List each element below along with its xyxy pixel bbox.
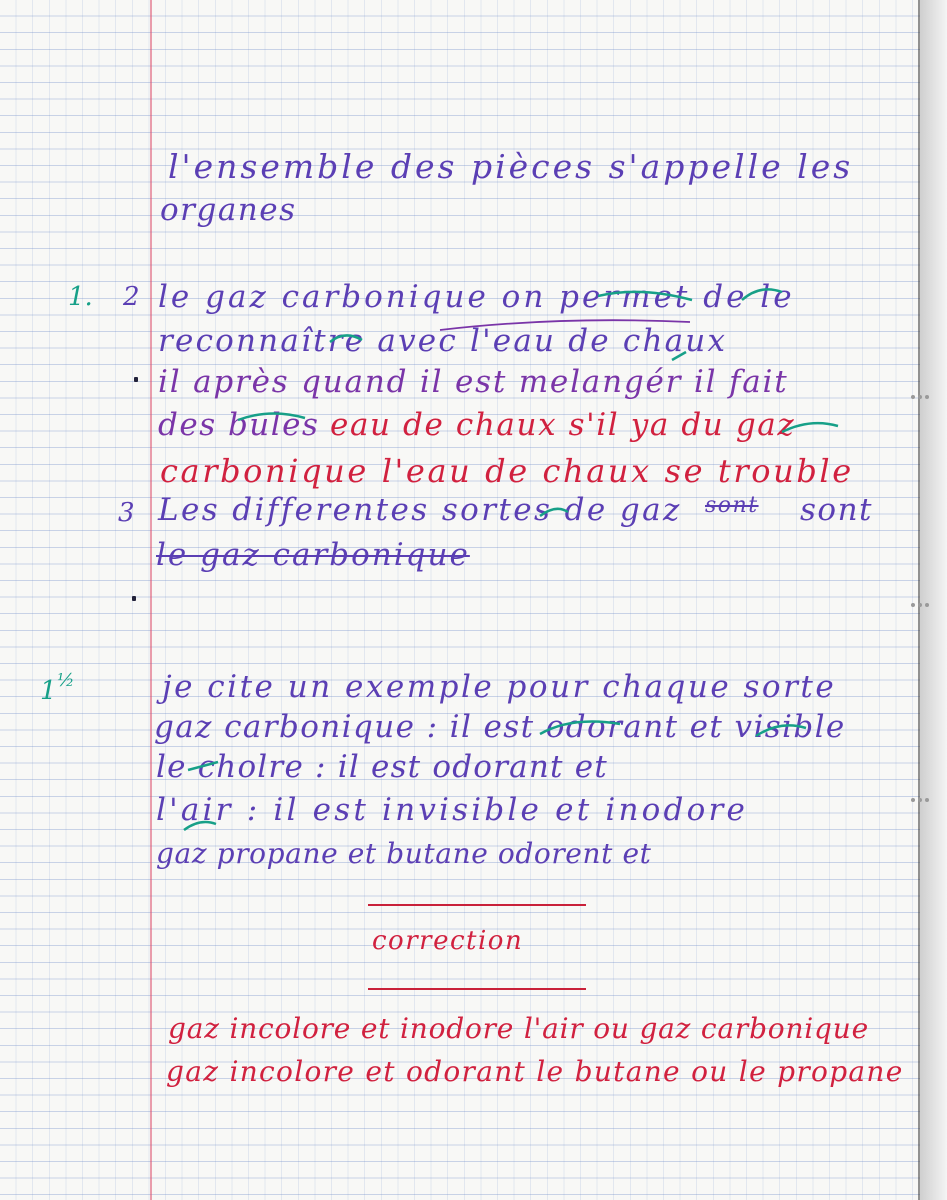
correction-title: correction	[372, 926, 524, 956]
correction-rule-top	[368, 904, 586, 906]
text-line: le cholre : il est odorant et	[156, 749, 608, 785]
text-line: des bules	[158, 407, 320, 443]
text-line: organes	[160, 192, 297, 228]
text-line: l'air : il est invisible et inodore	[156, 792, 749, 828]
text-line: je cite un exemple pour chaque sorte	[162, 669, 837, 705]
bullet-dot	[132, 596, 136, 601]
crossed-out-line: le gaz carbonique	[156, 537, 470, 573]
binding-hole	[909, 600, 935, 610]
correction-rule-bottom	[368, 988, 586, 990]
question-number: 2	[123, 282, 140, 312]
text-line: reconnaître avec l'eau de chaux	[158, 323, 728, 359]
binding-hole	[909, 392, 935, 402]
grade-mark: 1.	[68, 282, 93, 312]
bullet-dot	[134, 377, 138, 382]
margin-line	[150, 0, 152, 1200]
correction-text: gaz incolore et inodore l'air ou gaz carbonique	[168, 1012, 869, 1045]
question-number: 3	[118, 498, 135, 528]
text-line: le gaz carbonique on permet de le	[158, 279, 795, 315]
grade-mark: 1	[40, 676, 57, 706]
text-line: gaz carbonique : il est odorant et visible	[154, 709, 846, 745]
crossed-out-word: sont	[705, 493, 759, 518]
text-line: il après quand il est melangér il fait	[158, 364, 789, 400]
correction-text: eau de chaux s'il ya du gaz	[330, 407, 796, 443]
grade-mark: ½	[57, 670, 75, 691]
text-line: l'ensemble des pièces s'appelle les	[168, 147, 854, 186]
correction-text: carbonique l'eau de chaux se trouble	[160, 452, 854, 490]
text-line: gaz propane et butane odorent et	[156, 837, 652, 870]
text-line: sont	[800, 492, 873, 528]
correction-text: gaz incolore et odorant le butane ou le propane	[166, 1055, 904, 1088]
text-line: Les differentes sortes de gaz	[158, 492, 682, 528]
binding-hole	[909, 795, 935, 805]
